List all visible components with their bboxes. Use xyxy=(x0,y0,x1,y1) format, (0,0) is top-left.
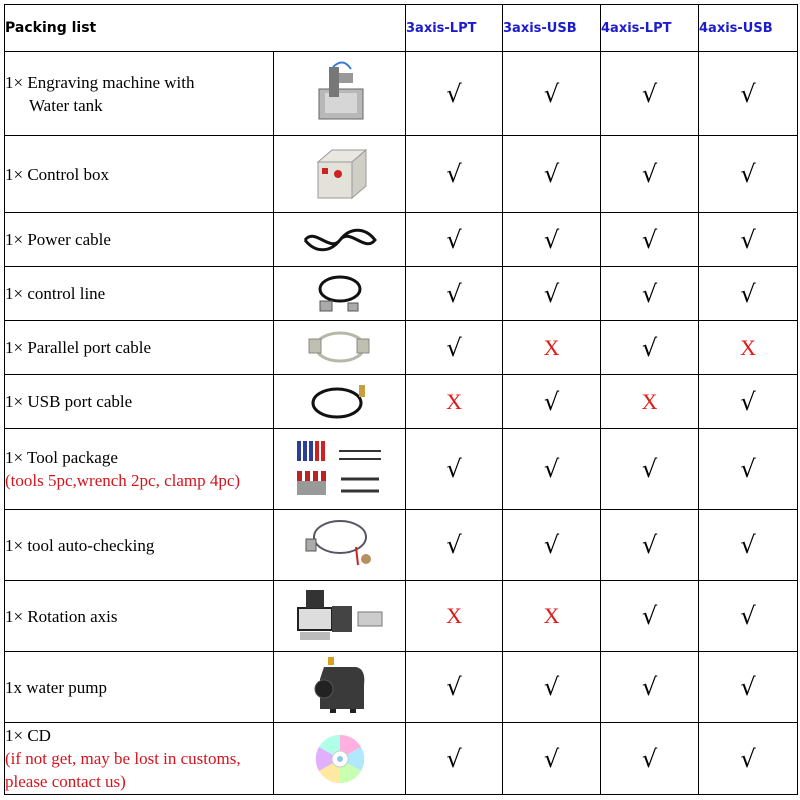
item-name: 1× Control box xyxy=(5,164,110,184)
check-mark-icon: √ xyxy=(543,744,560,773)
check-mark-icon: √ xyxy=(740,673,756,701)
cell-4axis-lpt xyxy=(601,510,699,581)
cross-mark-icon: X xyxy=(740,334,756,360)
check-mark-icon: √ xyxy=(740,225,756,254)
power-cable-icon xyxy=(300,230,380,247)
check-mark-icon: √ xyxy=(641,225,658,254)
cell-3axis-usb xyxy=(503,723,601,795)
cell-4axis-lpt xyxy=(601,581,699,652)
check-mark-icon: √ xyxy=(641,455,658,483)
check-mark-icon: √ xyxy=(543,673,560,701)
cell-4axis-usb xyxy=(699,375,798,429)
cell-4axis-lpt xyxy=(601,429,699,510)
cell-4axis-lpt xyxy=(601,52,699,136)
check-mark-icon: √ xyxy=(740,455,756,483)
item-name-cell xyxy=(5,581,274,652)
item-image-cell xyxy=(274,723,406,795)
item-image-cell xyxy=(274,375,406,429)
item-name: 1× Rotation axis xyxy=(5,606,118,626)
item-name-cell xyxy=(5,321,274,375)
check-mark-icon: √ xyxy=(740,531,756,559)
table-row xyxy=(5,429,798,510)
check-mark-icon: √ xyxy=(446,531,462,559)
cell-3axis-usb xyxy=(503,136,601,213)
check-mark-icon: √ xyxy=(543,160,560,188)
parallel-cable-icon xyxy=(305,338,375,355)
check-mark-icon: √ xyxy=(641,333,658,362)
item-image-cell xyxy=(274,652,406,723)
cell-3axis-lpt xyxy=(406,267,503,321)
item-image-cell xyxy=(274,213,406,267)
table-row xyxy=(5,375,798,429)
water-pump-icon xyxy=(310,678,370,695)
item-name: 1× Tool package xyxy=(5,448,118,467)
item-name: 1x water pump xyxy=(5,677,107,697)
check-mark-icon: √ xyxy=(641,673,658,701)
control-line-icon xyxy=(310,284,370,301)
cell-3axis-lpt xyxy=(406,136,503,213)
check-mark-icon: √ xyxy=(543,279,560,308)
cell-4axis-usb xyxy=(699,581,798,652)
item-note: (tools 5pc,wrench 2pc, clamp 4pc) xyxy=(5,471,241,490)
column-header-4axis-lpt: 4axis-LPT xyxy=(601,5,699,52)
tool-package-icon xyxy=(295,460,385,477)
control-box-icon xyxy=(310,165,370,182)
cell-4axis-usb xyxy=(699,321,798,375)
column-header-4axis-usb: 4axis-USB xyxy=(699,5,798,52)
item-image-cell xyxy=(274,581,406,652)
check-mark-icon: √ xyxy=(446,673,462,701)
item-name: 1× Parallel port cable xyxy=(5,338,152,357)
cell-3axis-usb xyxy=(503,510,601,581)
column-header-3axis-usb: 3axis-USB xyxy=(503,5,601,52)
item-name: 1× Power cable xyxy=(5,230,111,249)
item-name: 1× control line xyxy=(5,284,106,303)
item-image-cell xyxy=(274,136,406,213)
table-row xyxy=(5,136,798,213)
table-row xyxy=(5,267,798,321)
cell-3axis-usb xyxy=(503,581,601,652)
cd-icon xyxy=(314,749,366,766)
cell-4axis-lpt xyxy=(601,652,699,723)
table-row xyxy=(5,510,798,581)
cell-3axis-usb xyxy=(503,652,601,723)
table-row xyxy=(5,321,798,375)
packing-list-table xyxy=(4,4,798,795)
cell-4axis-lpt xyxy=(601,213,699,267)
check-mark-icon: √ xyxy=(740,387,756,416)
cell-3axis-lpt xyxy=(406,723,503,795)
cross-mark-icon: X xyxy=(641,388,658,414)
header-row xyxy=(5,5,798,52)
item-note: (if not get, may be lost in customs, please contact us) xyxy=(5,749,241,791)
cell-4axis-usb xyxy=(699,267,798,321)
check-mark-icon: √ xyxy=(543,455,560,483)
cell-3axis-lpt xyxy=(406,429,503,510)
cell-3axis-usb xyxy=(503,321,601,375)
item-name-cell xyxy=(5,723,274,795)
item-name-cell xyxy=(5,510,274,581)
cross-mark-icon: X xyxy=(543,603,560,628)
packing-list-title: Packing list xyxy=(5,5,406,52)
check-mark-icon: √ xyxy=(446,333,462,362)
cell-3axis-usb xyxy=(503,375,601,429)
check-mark-icon: √ xyxy=(740,160,756,188)
rotation-axis-icon xyxy=(292,607,388,624)
cell-4axis-lpt xyxy=(601,375,699,429)
usb-cable-icon xyxy=(305,392,375,409)
check-mark-icon: √ xyxy=(641,79,658,108)
table-row xyxy=(5,52,798,136)
cell-4axis-usb xyxy=(699,136,798,213)
cell-3axis-lpt xyxy=(406,510,503,581)
cell-3axis-lpt xyxy=(406,652,503,723)
table-row xyxy=(5,581,798,652)
check-mark-icon: √ xyxy=(543,79,560,108)
check-mark-icon: √ xyxy=(446,279,462,308)
cell-4axis-usb xyxy=(699,52,798,136)
check-mark-icon: √ xyxy=(543,531,560,559)
cell-4axis-lpt xyxy=(601,723,699,795)
cell-4axis-usb xyxy=(699,429,798,510)
item-name: Water tank xyxy=(29,95,103,115)
check-mark-icon: √ xyxy=(446,79,462,108)
check-mark-icon: √ xyxy=(543,225,560,254)
engraving-machine-icon xyxy=(305,84,375,101)
table-row xyxy=(5,213,798,267)
cell-4axis-usb xyxy=(699,652,798,723)
cross-mark-icon: X xyxy=(543,334,560,360)
item-name-cell xyxy=(5,52,274,136)
cell-3axis-usb xyxy=(503,429,601,510)
item-name: 1× tool auto-checking xyxy=(5,535,155,555)
cell-3axis-lpt xyxy=(406,52,503,136)
cell-3axis-lpt xyxy=(406,213,503,267)
cell-4axis-lpt xyxy=(601,267,699,321)
cell-4axis-lpt xyxy=(601,321,699,375)
cross-mark-icon: X xyxy=(446,603,462,628)
check-mark-icon: √ xyxy=(740,279,756,308)
item-name-cell xyxy=(5,267,274,321)
item-name-cell xyxy=(5,213,274,267)
item-name-cell xyxy=(5,429,274,510)
tool-sensor-icon xyxy=(300,536,380,553)
check-mark-icon: √ xyxy=(446,744,462,773)
check-mark-icon: √ xyxy=(641,602,658,630)
cell-4axis-usb xyxy=(699,723,798,795)
cell-4axis-lpt xyxy=(601,136,699,213)
cross-mark-icon: X xyxy=(446,388,462,414)
table-row xyxy=(5,723,798,795)
item-image-cell xyxy=(274,429,406,510)
cell-3axis-usb xyxy=(503,213,601,267)
item-image-cell xyxy=(274,267,406,321)
cell-3axis-lpt xyxy=(406,321,503,375)
cell-3axis-usb xyxy=(503,267,601,321)
cell-4axis-usb xyxy=(699,510,798,581)
cell-3axis-lpt xyxy=(406,581,503,652)
item-image-cell xyxy=(274,510,406,581)
item-name: 1× Engraving machine with xyxy=(5,72,195,92)
column-header-3axis-lpt: 3axis-LPT xyxy=(406,5,503,52)
check-mark-icon: √ xyxy=(641,744,658,773)
check-mark-icon: √ xyxy=(446,160,462,188)
check-mark-icon: √ xyxy=(543,387,560,416)
item-image-cell xyxy=(274,52,406,136)
item-image-cell xyxy=(274,321,406,375)
check-mark-icon: √ xyxy=(641,160,658,188)
check-mark-icon: √ xyxy=(740,744,756,773)
item-name: 1× USB port cable xyxy=(5,392,133,411)
item-name: 1× CD xyxy=(5,726,51,745)
item-name-cell xyxy=(5,136,274,213)
cell-3axis-lpt xyxy=(406,375,503,429)
item-name-cell xyxy=(5,652,274,723)
check-mark-icon: √ xyxy=(740,602,756,630)
check-mark-icon: √ xyxy=(641,531,658,559)
check-mark-icon: √ xyxy=(446,455,462,483)
check-mark-icon: √ xyxy=(446,225,462,254)
check-mark-icon: √ xyxy=(641,279,658,308)
table-row xyxy=(5,652,798,723)
cell-4axis-usb xyxy=(699,213,798,267)
cell-3axis-usb xyxy=(503,52,601,136)
check-mark-icon: √ xyxy=(740,79,756,108)
item-name-cell xyxy=(5,375,274,429)
